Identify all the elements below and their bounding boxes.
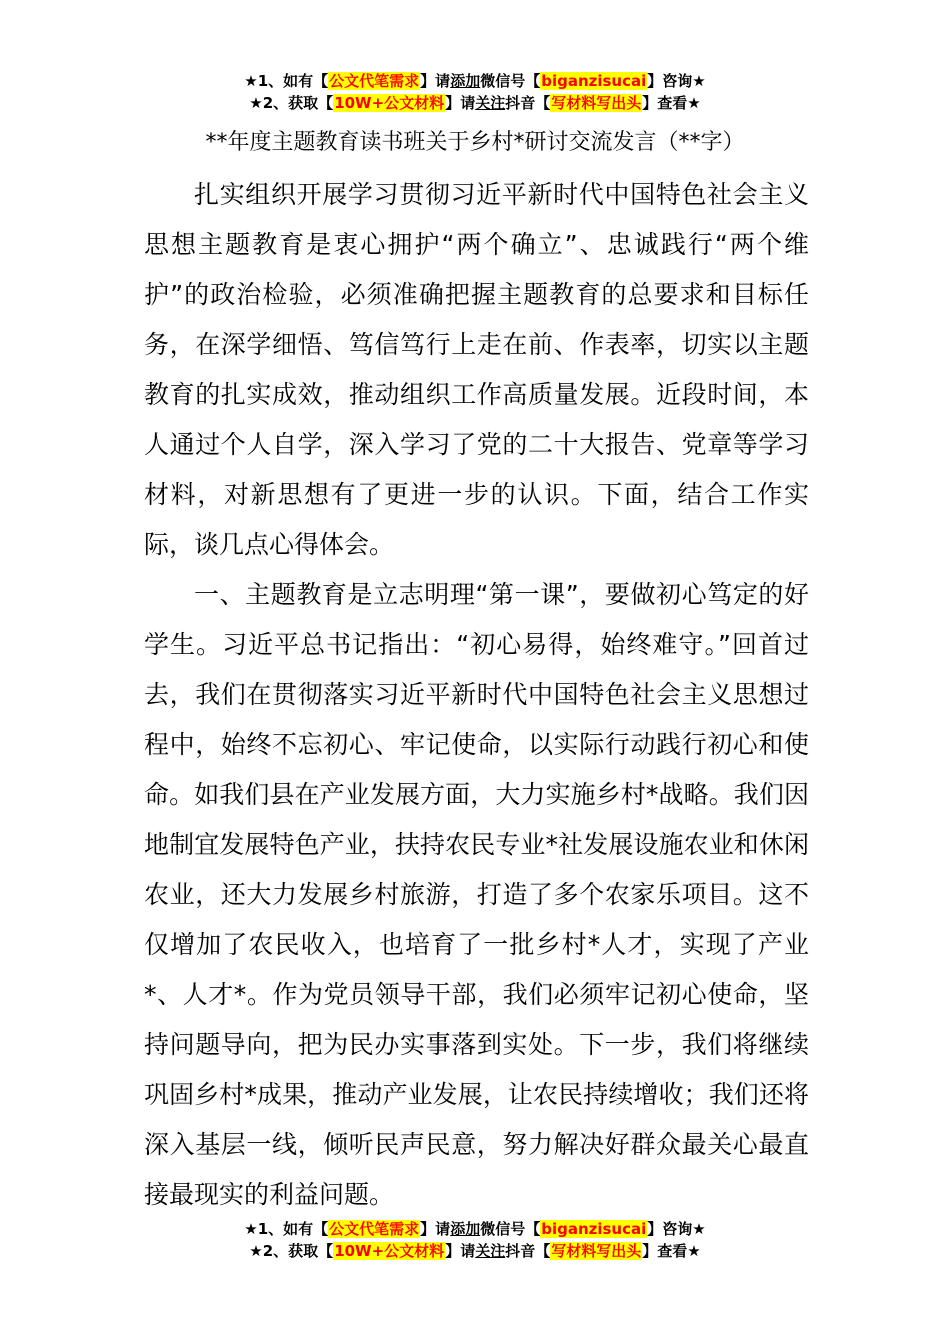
document-title: **年度主题教育读书班关于乡村*研讨交流发言（**字） (205, 130, 745, 155)
promo-emphasis: 关注 (475, 94, 506, 112)
promo-highlight: biganzisucai (541, 72, 647, 90)
promo-banner-bottom (0, 1218, 950, 1262)
promo-highlight: 公文代笔需求 (329, 1220, 420, 1238)
promo-banner-top (0, 70, 950, 114)
promo-highlight: 公文代笔需求 (329, 72, 420, 90)
promo-highlight: 写材料写出头 (551, 94, 642, 112)
document-body (144, 170, 809, 1220)
promo-text: 】请 (420, 1220, 451, 1238)
paragraph-intro: 扎实组织开展学习贯彻习近平新时代中国特色社会主义思想主题教育是衷心拥护“两个确立”、忠诚践行“两个维护”的政治检验，必须准确把握主题教育的总要求和目标任务，在深学细悟、笃信笃行上走在前、作表率，切实以主题教育的扎实成效，推动组织工作高质量发展。近段时间，本人通过个人自学，深入学习了党的二十大报告、党章等学习材料，对新思想有了更进一步的认识。下面，结合工作实际，谈几点心得体会。 (144, 180, 809, 559)
promo-text: 】查看★ (642, 94, 701, 112)
promo-text: 】查看★ (642, 1242, 701, 1260)
promo-line-1 (0, 1218, 950, 1240)
promo-text: 】请 (445, 94, 476, 112)
promo-highlight: 10W+公文材料 (334, 1242, 445, 1260)
promo-text: ★1、如有【 (244, 72, 329, 90)
promo-text: 微信号【 (480, 1220, 541, 1238)
promo-highlight: biganzisucai (541, 1220, 647, 1238)
promo-text: 】请 (420, 72, 451, 90)
promo-emphasis: 添加 (450, 1220, 481, 1238)
promo-highlight: 写材料写出头 (551, 1242, 642, 1260)
promo-text: 】请 (445, 1242, 476, 1260)
promo-highlight: 10W+公文材料 (334, 94, 445, 112)
promo-text: 微信号【 (480, 72, 541, 90)
promo-text: 】咨询★ (647, 72, 706, 90)
promo-text: 抖音【 (505, 1242, 551, 1260)
promo-line-1 (0, 70, 950, 92)
promo-emphasis: 添加 (450, 72, 481, 90)
promo-emphasis: 关注 (475, 1242, 506, 1260)
promo-line-2 (0, 1240, 950, 1262)
promo-text: ★2、获取【 (249, 1242, 334, 1260)
promo-line-2 (0, 92, 950, 114)
promo-text: ★1、如有【 (244, 1220, 329, 1238)
paragraph-section-1: 一、主题教育是立志明理“第一课”，要做初心笃定的好学生。习近平总书记指出：“初心易得，始终难守。”回首过去，我们在贯彻落实习近平新时代中国特色社会主义思想过程中，始终不忘初心、牢记使命，以实际行动践行初心和使命。如我们县在产业发展方面，大力实施乡村*战略。我们因地制宜发展特色产业，扶持农民专业*社发展设施农业和休闲农业，还大力发展乡村旅游，打造了多个农家乐项目。这不仅增加了农民收入，也培育了一批乡村*人才，实现了产业*、人才*。作为党员领导干部，我们必须牢记初心使命，坚持问题导向，把为民办实事落到实处。下一步，我们将继续巩固乡村*成果，推动产业发展，让农民持续增收；我们还将深入基层一线，倾听民声民意，努力解决好群众最关心最直接最现实的利益问题。 (144, 580, 809, 1209)
promo-text: 抖音【 (505, 94, 551, 112)
promo-text: ★2、获取【 (249, 94, 334, 112)
promo-text: 】咨询★ (647, 1220, 706, 1238)
